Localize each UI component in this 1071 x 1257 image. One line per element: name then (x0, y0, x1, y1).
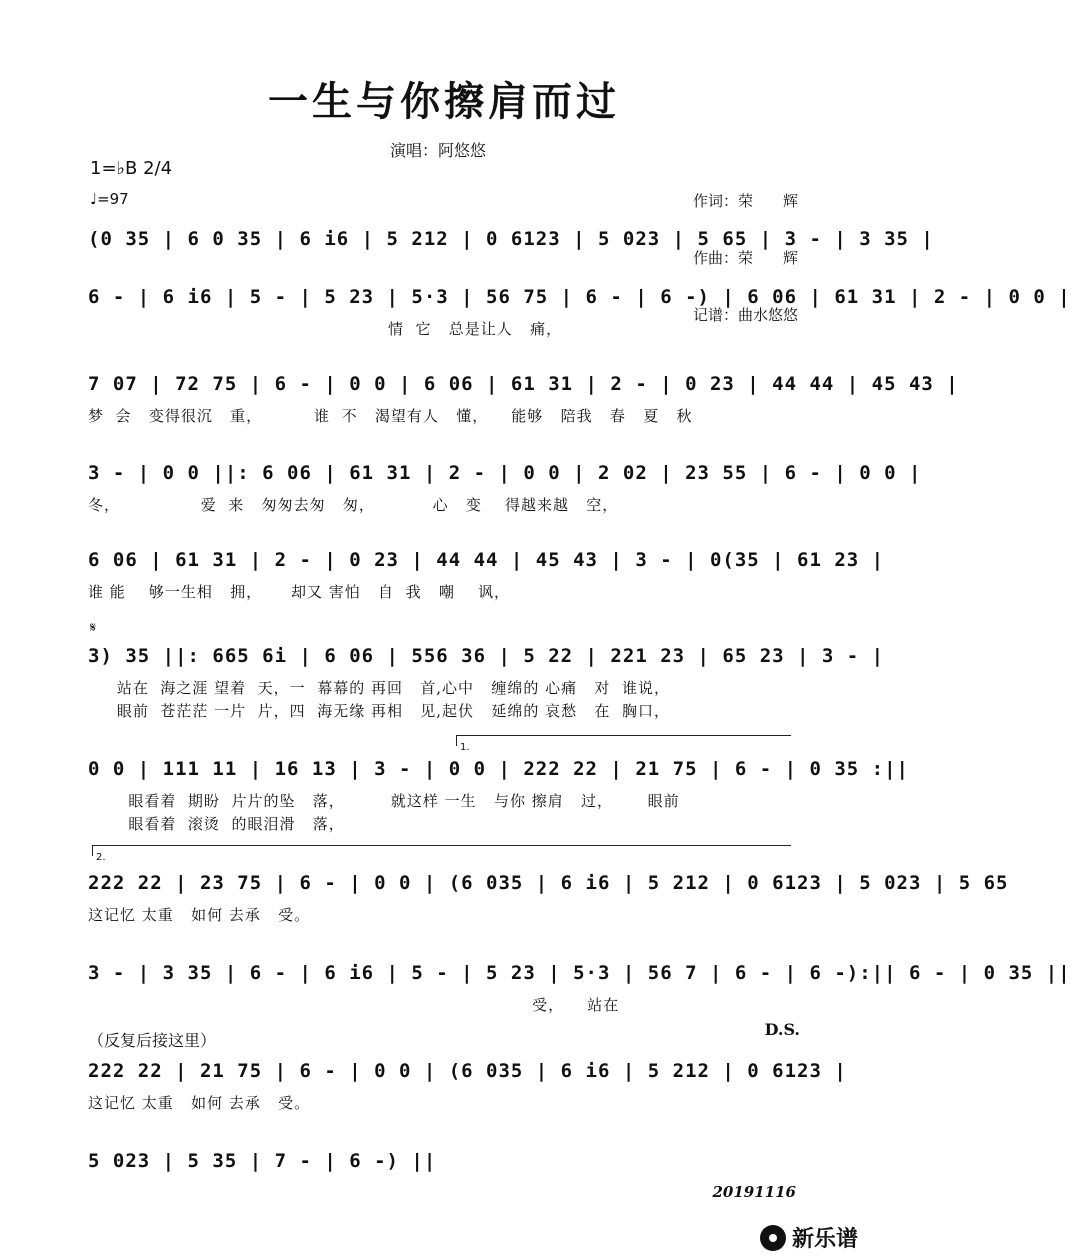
staff-line (88, 645, 885, 721)
staff-notes: 7 07 | 72 75 | 6 - | 0 0 | 6 06 | 61 31 | 2 - | 0 23 | 44 44 | 45 43 | (88, 373, 959, 395)
song-title: 一生与你擦肩而过 (268, 78, 620, 125)
lyric-line: 冬， 爱 来 匆匆去匆 匆， 心 变 得越来越 空， (88, 496, 619, 514)
volta-2-label: 2. (96, 852, 106, 863)
staff-line (88, 462, 922, 515)
staff-notes: 0 0 | 111 11 | 16 13 | 3 - | 0 0 | 222 22 | 21 75 | 6 - | 0 35 :|| (88, 758, 909, 780)
staff-line (88, 286, 1071, 339)
staff-notes: 222 22 | 21 75 | 6 - | 0 0 | (6 035 | 6 i6 | 5 212 | 0 6123 | (88, 1060, 847, 1082)
lyric-line: 情 它 总是让人 痛， (88, 320, 563, 338)
staff-notes: 3 - | 0 0 ||: 6 06 | 61 31 | 2 - | 0 0 | 2 02 | 23 55 | 6 - | 0 0 | (88, 462, 922, 484)
singer-credit: 演唱：阿悠悠 (390, 141, 487, 160)
staff-notes: 5 023 | 5 35 | 7 - | 6 -) || (88, 1150, 437, 1172)
lyric-line-verse-2: 眼看着 滚烫 的眼泪滑 落， (88, 815, 345, 833)
transcriber-credit: 记谱：曲水悠悠 (692, 306, 798, 324)
tempo-mark: ♩=97 (90, 190, 129, 208)
lyric-line: 这记忆 太重 如何 去承 受。 (88, 1094, 311, 1112)
staff-line (88, 373, 959, 426)
volta-bracket-1 (456, 735, 791, 753)
staff-notes: 3 - | 3 35 | 6 - | 6 i6 | 5 - | 5 23 | 5·3 | 56 7 | 6 - | 6 -):|| 6 - | 0 35 || (88, 962, 1071, 984)
staff-notes: 222 22 | 23 75 | 6 - | 0 0 | (6 035 | 6 i6 | 5 212 | 0 6123 | 5 023 | 5 65 (88, 872, 1009, 894)
lyric-line: 这记忆 太重 如何 去承 受。 (88, 906, 311, 924)
date-stamp: 20191116 (712, 1183, 796, 1201)
staff-line (88, 962, 1071, 1015)
staff-line (88, 872, 1009, 925)
staff-line (88, 228, 934, 250)
lyricist-credit: 作词：荣 辉 (692, 192, 798, 210)
composer-credit: 作曲：荣 辉 (692, 249, 798, 267)
volta-bracket-2 (92, 845, 791, 863)
staff-notes: 6 06 | 61 31 | 2 - | 0 23 | 44 44 | 45 43 | 3 - | 0(35 | 61 23 | (88, 549, 885, 571)
staff-line (88, 1060, 847, 1113)
staff-notes: 6 - | 6 i6 | 5 - | 5 23 | 5·3 | 56 75 | 6 - | 6 -) | 6 06 | 61 31 | 2 - | 0 0 | (88, 286, 1071, 308)
lyric-line: 梦 会 变得很沉 重， 谁 不 渴望有人 懂， 能够 陪我 春 夏 秋 (88, 407, 693, 425)
ds-mark: D.S. (764, 1020, 800, 1039)
staff-notes: 3) 35 ||: 665 6i | 6 06 | 556 36 | 5 22 | 221 23 | 65 23 | 3 - | (88, 645, 885, 667)
staff-notes: (0 35 | 6 0 35 | 6 i6 | 5 212 | 0 6123 | 5 023 | 5 65 | 3 - | 3 35 | (88, 228, 934, 250)
lyric-line: 谁 能 够一生相 拥， 却又 害怕 自 我 嘲 讽， (88, 583, 510, 601)
segno-sign: 𝄋 (90, 620, 97, 636)
staff-line (88, 1150, 800, 1172)
brand-name: 新乐谱 (791, 1227, 858, 1252)
staff-line (88, 758, 909, 834)
repeat-note: （反复后接这里） (88, 1031, 217, 1050)
lyric-line: 站在 海之涯 望着 天，一 幕幕的 再回 首,心中 缠绵的 心痛 对 谁说， (88, 679, 670, 697)
staff-line (88, 549, 885, 602)
lyric-line: 受， 站在 (88, 996, 620, 1014)
volta-1-label: 1. (460, 742, 470, 753)
vinyl-record-icon (760, 1225, 786, 1251)
brand-watermark (760, 1222, 858, 1253)
lyric-line-verse-2: 眼前 苍茫茫 一片 片，四 海无缘 再相 见,起伏 延绵的 哀愁 在 胸口， (88, 702, 670, 720)
lyric-line: 眼看着 期盼 片片的坠 落， 就这样 一生 与你 擦肩 过， 眼前 (88, 792, 680, 810)
key-signature: 1=♭B 2/4 (90, 158, 173, 179)
